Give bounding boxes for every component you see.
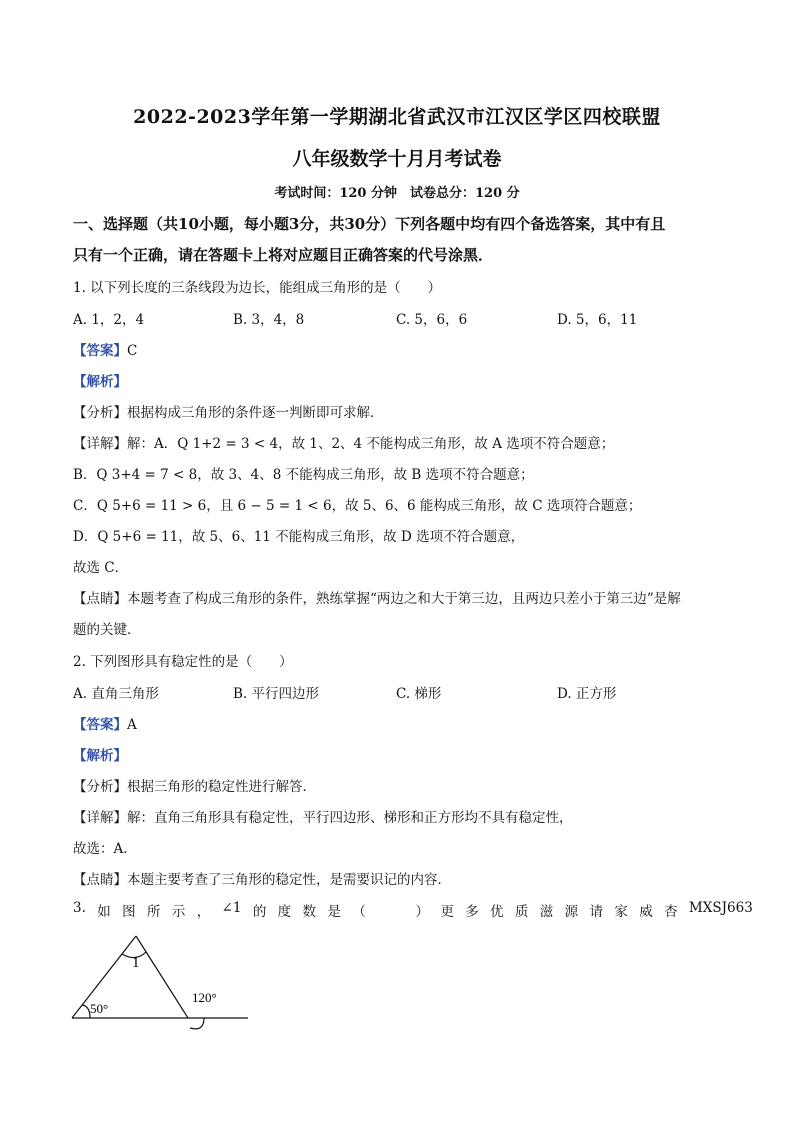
q2-option-d: D. 正方形 <box>557 686 617 702</box>
angle-a-label: 50° <box>90 1001 109 1016</box>
q2-choose: 故选：A． <box>73 841 137 857</box>
q1-analysis-row <box>73 370 127 390</box>
angle-a-arc <box>82 1005 90 1018</box>
q2-answer: A <box>127 717 137 733</box>
xiangjie-tag: 【详解】 <box>73 810 127 826</box>
q2-analysis-row <box>73 744 127 764</box>
dianjing-tag: 【点睛】 <box>73 872 127 888</box>
q3-stem-part: 请 <box>589 904 603 920</box>
q2-option-b: B. 平行四边形 <box>233 686 320 702</box>
q1-dianjing-1: 本题考查了构成三角形的条件，熟练掌握“两边之和大于第三边，且两边只差小于第三边”是解 <box>127 591 681 607</box>
q3-stem-part: MXSJ663 <box>688 900 753 916</box>
q2-dianjing: 本题主要考查了三角形的稳定性，是需要识记的内容． <box>127 872 451 888</box>
angle1-label: 1 <box>132 955 140 971</box>
q3-stem-part: 更 <box>440 904 454 920</box>
q1-option-a: A. 1，2，4 <box>73 312 145 328</box>
exam-title-line1: 2022-2023学年第一学期湖北省武汉市江汉区学区四校联盟 <box>133 106 661 128</box>
q3-stem-part: 所 <box>146 904 161 920</box>
q1-detail-a: 解：A．Q 1+2 = 3 < 4，故 1、2、4 不能构成三角形，故 A 选项不符合题意； <box>127 436 615 452</box>
q3-stem-part: 的 <box>252 904 267 920</box>
q1-answer-row <box>73 339 137 359</box>
q1-option-c: C. 5，6，6 <box>396 312 468 328</box>
q3-stem-part: 3. <box>73 900 86 916</box>
q1-fenxi-row <box>73 401 384 421</box>
angle-ext-arc <box>190 1018 204 1029</box>
dianjing-tag: 【点睛】 <box>73 591 127 607</box>
q1-stem: 1. 以下列长度的三条线段为边长，能组成三角形的是（ ） <box>73 280 442 296</box>
q3-stem <box>73 900 753 920</box>
q3-stem-part: 图 <box>122 904 136 920</box>
q1-detail-d: D．Q 5+6 = 11，故 5、6、11 不能构成三角形，故 D 选项不符合题意， <box>73 529 525 545</box>
right-side <box>136 936 188 1018</box>
answer-tag: 【答案】 <box>73 343 127 359</box>
q3-stem-part: 家 <box>614 904 628 920</box>
q3-stem-part: 优 <box>490 904 504 920</box>
q3-triangle-figure <box>68 930 258 1030</box>
q3-stem-part: 源 <box>564 904 579 920</box>
q3-stem-part: 杏 <box>664 904 678 920</box>
q3-stem-part: 如 <box>97 904 111 920</box>
q1-dianjing-2: 题的关键． <box>73 622 141 638</box>
q2-fenxi-row <box>73 775 316 795</box>
analysis-tag: 【解析】 <box>73 374 127 390</box>
q1-option-d: D. 5，6，11 <box>557 312 638 328</box>
q2-fenxi: 根据三角形的稳定性进行解答． <box>127 779 316 795</box>
q3-stem-part: 威 <box>639 904 653 920</box>
q3-stem-part: 数 <box>302 904 317 920</box>
q1-dianjing-row <box>73 587 681 607</box>
section-heading-line1: 一、选择题（共10小题，每小题3分，共30分）下列各题中均有四个备选答案，其中有且 <box>73 215 666 233</box>
q2-stem: 2. 下列图形具有稳定性的是（ ） <box>73 654 293 670</box>
q1-detail-b: B．Q 3+4 = 7 < 8，故 3、4、8 不能构成三角形，故 B 选项不符合题意； <box>73 467 534 483</box>
q2-dianjing-row <box>73 868 451 888</box>
q2-detail: 解：直角三角形具有稳定性，平行四边形、梯形和正方形均不具有稳定性， <box>127 810 573 826</box>
q3-stem-part: 度 <box>277 904 292 920</box>
q3-stem-part <box>377 900 404 920</box>
section-heading-line2: 只有一个正确，请在答题卡上将对应题目正确答案的代号涂黑． <box>73 246 494 264</box>
q3-stem-part: （ <box>352 904 366 920</box>
q1-fenxi: 根据构成三角形的条件逐一判断即可求解． <box>127 405 384 421</box>
q1-option-b: B. 3，4，8 <box>233 312 305 328</box>
xiangjie-tag: 【详解】 <box>73 436 127 452</box>
q2-answer-row <box>73 713 137 733</box>
q3-stem-part: 是 <box>327 904 341 920</box>
exam-meta: 考试时间：120 分钟 试卷总分：120 分 <box>274 186 520 201</box>
q3-stem-part: 多 <box>465 904 479 920</box>
angle-ext-label: 120° <box>192 990 217 1005</box>
exam-title-line2: 八年级数学十月月考试卷 <box>292 148 502 170</box>
q2-option-a: A. 直角三角形 <box>73 686 159 702</box>
fenxi-tag: 【分析】 <box>73 405 127 421</box>
q3-stem-part: 示 <box>171 904 186 920</box>
answer-tag: 【答案】 <box>73 717 127 733</box>
q1-answer: C <box>127 343 138 359</box>
q1-detail-row-a <box>73 432 614 452</box>
q3-stem-part: ∠1 <box>221 900 242 916</box>
q3-stem-part: ， <box>196 904 211 920</box>
analysis-tag: 【解析】 <box>73 748 127 764</box>
q3-stem-part: 滋 <box>539 904 554 920</box>
q1-detail-c: C．Q 5+6 = 11 > 6，且 6 − 5 = 1 < 6，故 5、6、6 能构成三角形，故 C 选项符合题意； <box>73 498 642 514</box>
q3-stem-part: ） <box>415 904 429 920</box>
q2-option-c: C. 梯形 <box>396 686 442 702</box>
fenxi-tag: 【分析】 <box>73 779 127 795</box>
q3-stem-part: 质 <box>514 904 529 920</box>
q1-choose: 故选 C． <box>73 560 129 576</box>
q2-detail-row <box>73 806 573 826</box>
